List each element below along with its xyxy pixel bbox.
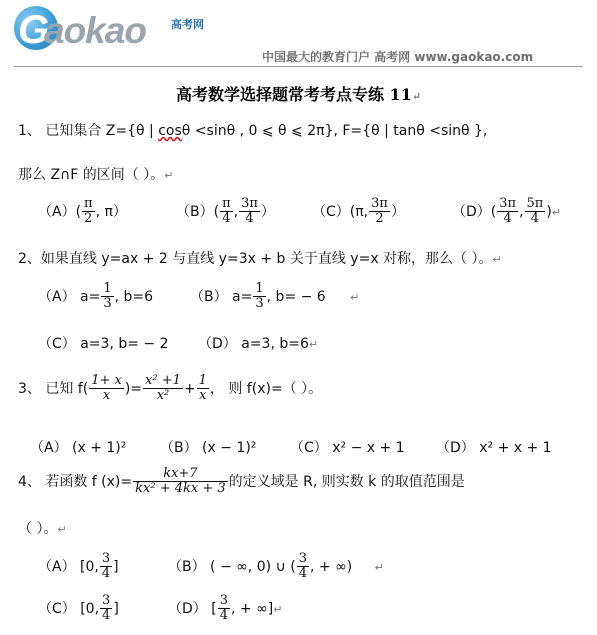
q3-option-d: （D） x² + x + 1 bbox=[436, 440, 552, 456]
q2-option-c: （C） a=3, b= − 2 bbox=[38, 336, 169, 352]
logo-wordmark: aokao bbox=[44, 10, 146, 51]
q1-line2: 那么 Z∩F 的区间（ ）。↵ bbox=[18, 167, 174, 183]
q4-option-b: （B） ( − ∞, 0) ∪ ( $\frac{3}{4}$ , + ∞) ↵ bbox=[168, 551, 384, 582]
logo-subtitle: 高考网 bbox=[171, 18, 204, 31]
q4-stem: 4、 若函数 f (x)= $\frac{kx+7}{\text{kx² + 4kx + 3}}$ 的定义域是 R, 则实数 k 的取值范围是 bbox=[18, 466, 465, 497]
q1-option-d: （D）( $\frac{3\pi}{4}$ , $\frac{5\pi}{4}$ )↵ bbox=[452, 196, 562, 227]
site-slogan: 中国最大的教育门户 高考网 www.gaokao.com bbox=[262, 50, 534, 64]
page-title: 高考数学选择题常考考点专练 11↵ bbox=[175, 85, 422, 104]
q1-option-c: （C）(π, $\frac{3\pi}{2}$ ） bbox=[312, 196, 405, 227]
q3-option-b: （B） (x − 1)² bbox=[160, 440, 257, 456]
q4-option-a: （A） [0, $\frac{3}{4}$ ] bbox=[38, 551, 119, 582]
q2-stem: 2、如果直线 y=ax + 2 与直线 y=3x + b 关于直线 y=x 对称，那么（ ）。↵ bbox=[18, 251, 502, 267]
q1-cos: cos bbox=[158, 123, 182, 139]
q4-option-c: （C） [0, $\frac{3}{4}$ ] bbox=[38, 593, 119, 624]
q4-option-d: （D） [ $\frac{3}{4}$ , + ∞]↵ bbox=[168, 593, 283, 624]
q2-option-a: （A） a= $\frac{1}{3}$ , b=6 bbox=[38, 281, 154, 312]
q1-option-b: （B）( $\frac{\pi}{4}$ , $\frac{3\pi}{4}$ ） bbox=[176, 196, 275, 227]
header-divider bbox=[14, 66, 583, 67]
q1-option-a: （A）( $\frac{\pi}{2}$ , π） bbox=[38, 196, 127, 227]
q2-option-d: （D） a=3, b=6↵ bbox=[198, 336, 319, 352]
q2-option-b: （B） a= $\frac{1}{3}$ , b= − 6 ↵ bbox=[190, 281, 360, 312]
q3-option-a: （A） (x + 1)² bbox=[30, 440, 127, 456]
q4-line2: （ ）。↵ bbox=[18, 521, 67, 537]
q3-option-c: （C） x² − x + 1 bbox=[290, 440, 405, 456]
q1-line1: 1、 已知集合 Z={θ | cosθ <sinθ , 0 ⩽ θ ⩽ 2π}, F={θ | tanθ <sinθ }, bbox=[18, 123, 488, 139]
logo-g-letter: G bbox=[18, 8, 50, 52]
q3-stem: 3、 已知 f( $\frac{1+ x}{x}$ )= $\frac{\text{x² +1}}{\text{x²}}$ + $\frac{1}{x}$ ， 则 f(x)=（ ）。 bbox=[18, 373, 323, 404]
